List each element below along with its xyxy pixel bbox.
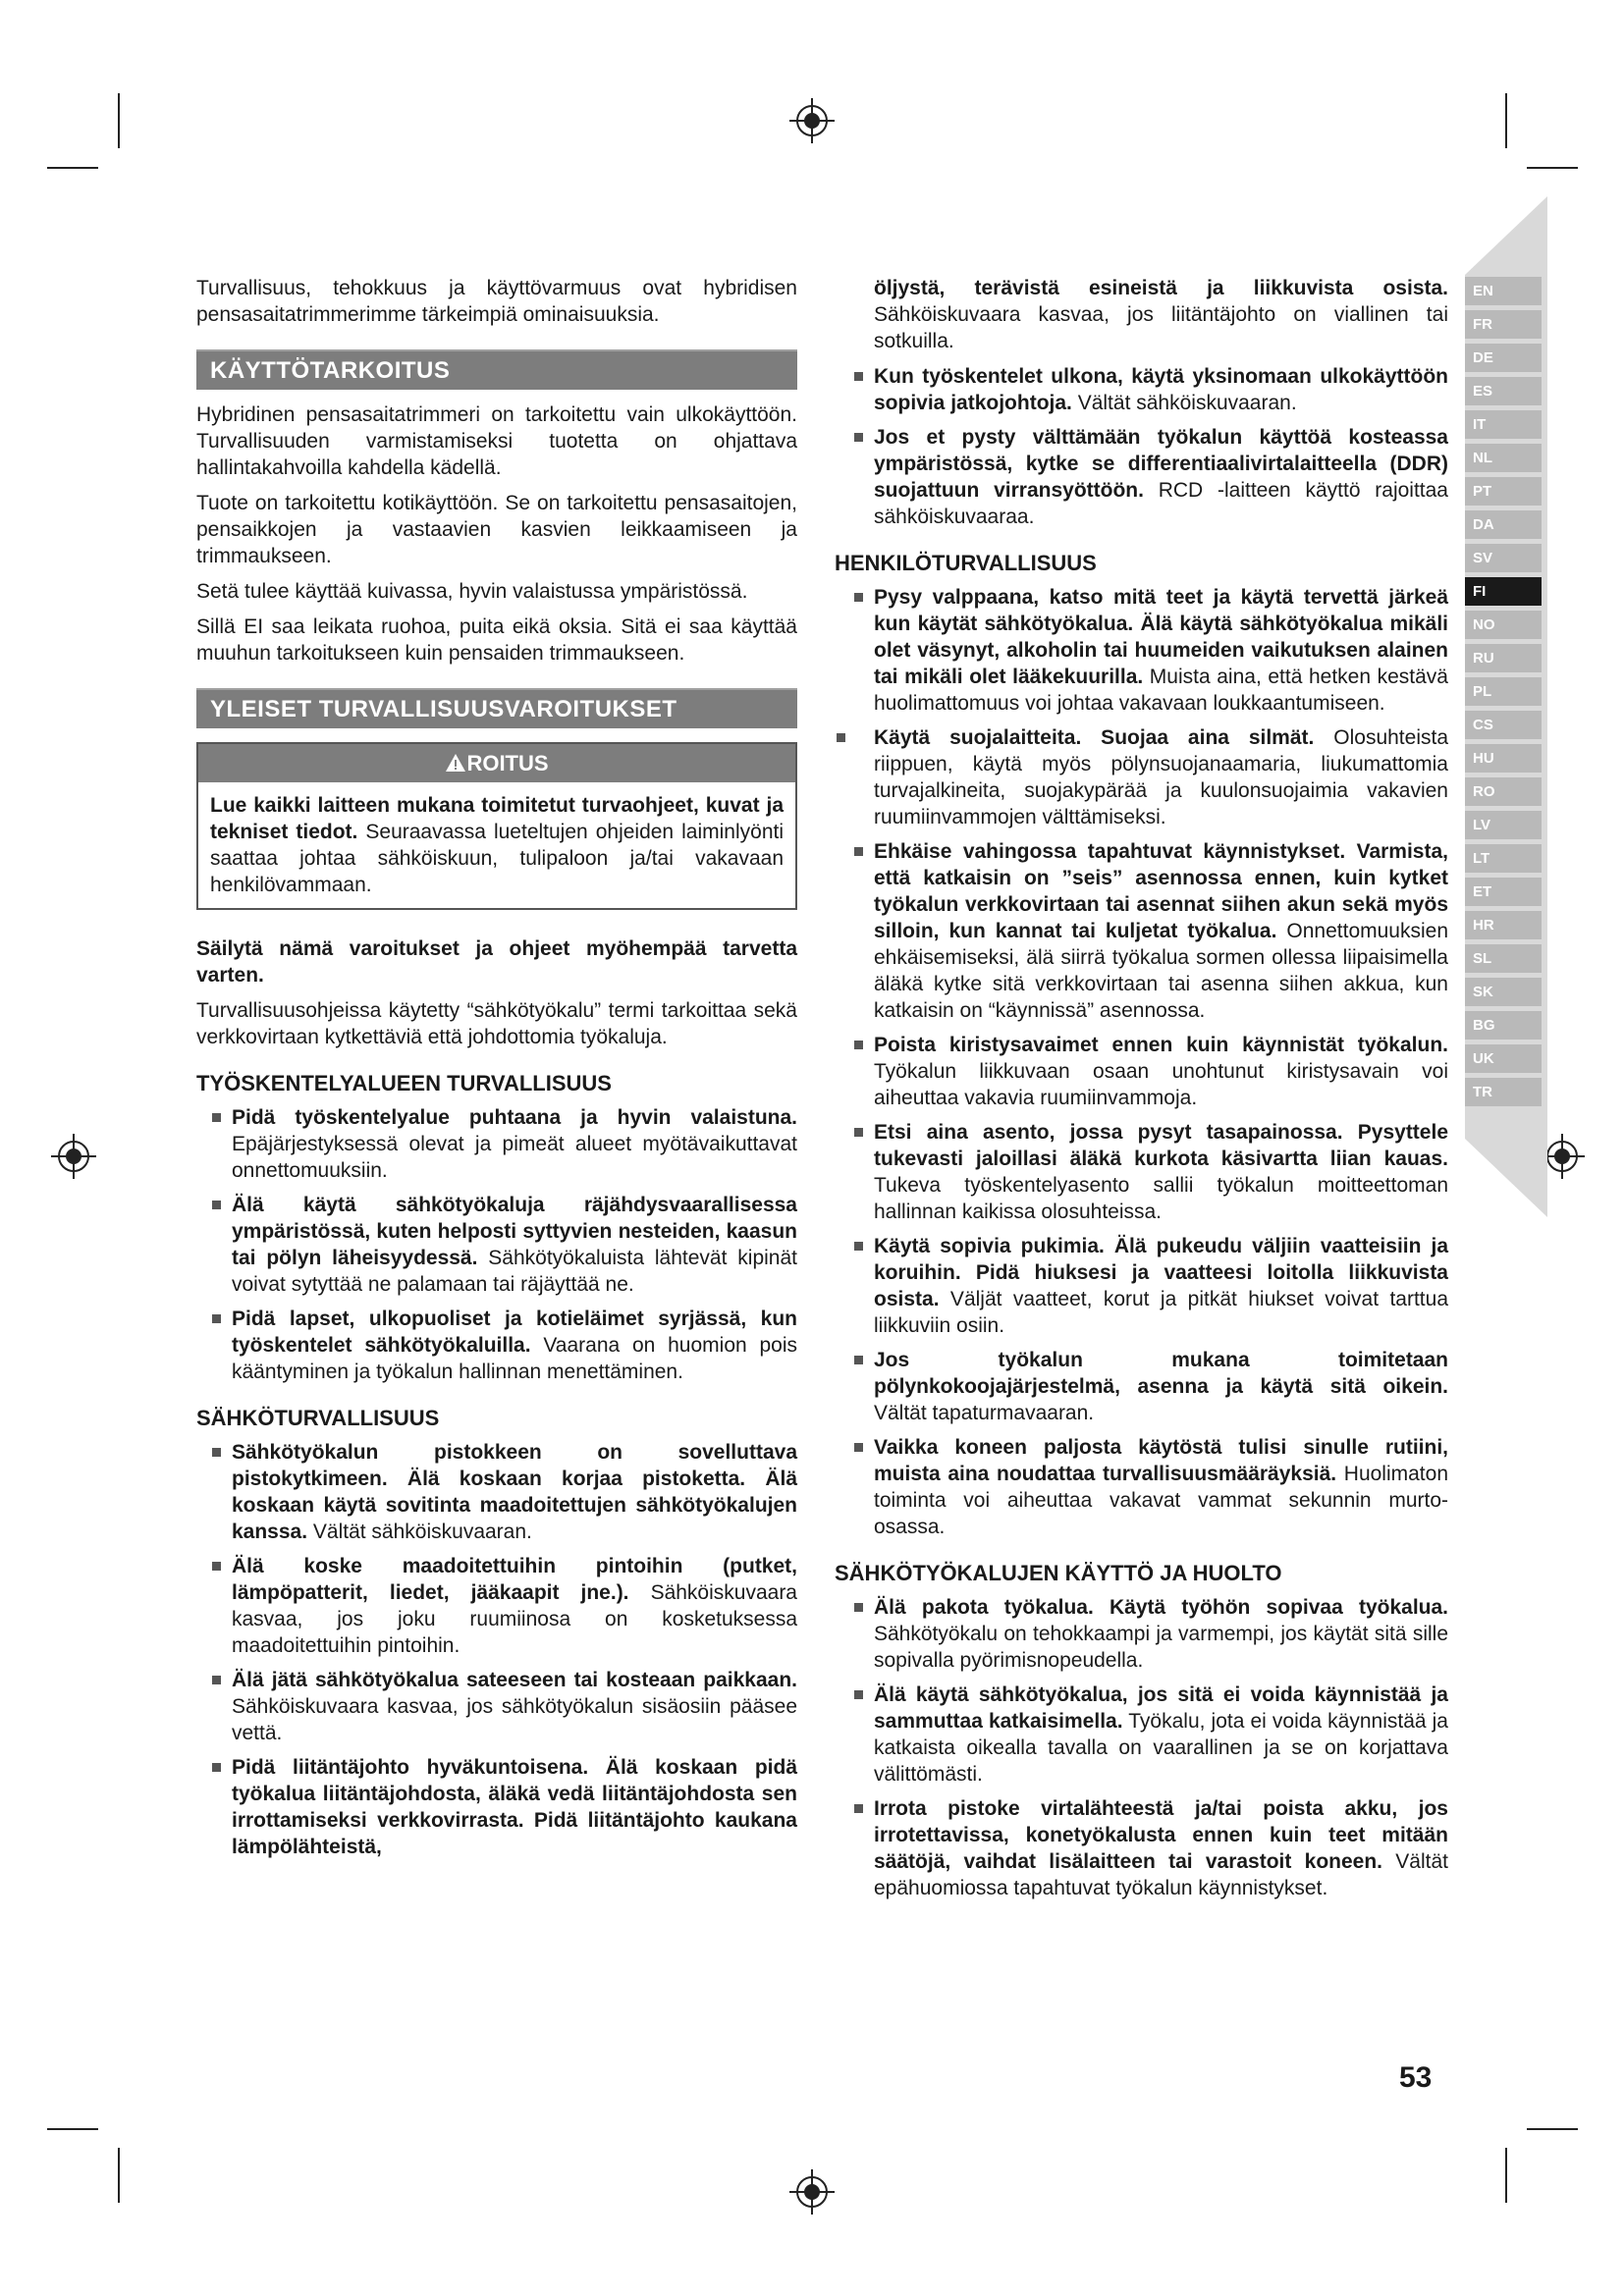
warning-header <box>198 744 795 782</box>
language-tab[interactable]: PL <box>1465 677 1542 706</box>
crop-mark <box>1505 93 1507 148</box>
language-tab[interactable]: BG <box>1465 1011 1542 1040</box>
list-item: Kun työskentelet ulkona, käytä yksinomaan ulkokäyttöön sopivia jatkojohtoja. Vältät sähköiskuvaaran. <box>874 365 1448 414</box>
list-item: Älä pakota työkalua. Käytä työhön sopivaa työkalua. Sähkötyökalu on tehokkaampi ja varmempi, jos käytät sitä sille sopivalla pyörimisnopeudella. <box>874 1596 1448 1672</box>
warning-text: Seuraavassa lueteltujen ohjeiden laiminlyönti saattaa johtaa sähköiskuun, tulipaloon ja/tai vakavaan henkilövammaan. <box>210 821 784 896</box>
language-tab[interactable]: EN <box>1465 277 1542 305</box>
list-item: Etsi aina asento, jossa pysyt tasapainossa. Pysyttele tukevasti jaloillasi äläkä kurkota käsivartta liian kauas. Tukeva työskentelyasento sallii työkalun moitteettoman hallinnan kaikissa olosuhteissa. <box>874 1121 1448 1223</box>
bullet-list <box>835 584 1448 1540</box>
section-banner: KÄYTTÖTARKOITUS <box>196 349 797 390</box>
list-item: Käytä suojalaitteita. Suojaa aina silmät. Olosuhteista riippuen, käytä myös pölynsuojanaamaria, liukumattomia turvajalkineita, suojakypärää ja kuulonsuojaimia vakavien ruumiinvammojen välttämiseksi. <box>874 726 1448 828</box>
language-tab[interactable]: UK <box>1465 1044 1542 1073</box>
crop-mark <box>47 2128 98 2130</box>
list-item: Jos työkalun mukana toimitetaan pölynkokoojajärjestelmä, asenna ja käytä sitä oikein. Vältät tapaturmavaaran. <box>874 1349 1448 1424</box>
crop-mark <box>47 167 98 169</box>
language-tab[interactable]: CS <box>1465 711 1542 739</box>
list-item: Ehkäise vahingossa tapahtuvat käynnistykset. Varmista, että katkaisin on ”seis” asennossa ennen, kuin kytket työkalun verkkovirtaan tai asennat siihen akun sekä myös silloin, kun kannat tai kuljetat työkalua. Onnettomuuksien ehkäisemiseksi, älä siirrä työkalua sormen ollessa liipaisimella äläkä kytke sitä verkkovirtaan tai asenna siihen akkua, kun katkaisin on “käynnissä” asennossa. <box>874 840 1449 1022</box>
bullet-list <box>835 363 1448 530</box>
subheading: TYÖSKENTELYALUEEN TURVALLISUUS <box>196 1071 612 1095</box>
crop-mark <box>118 2148 120 2203</box>
language-tab[interactable]: NL <box>1465 444 1542 472</box>
crop-mark <box>1527 2128 1578 2130</box>
list-item: Pidä työskentelyalue puhtaana ja hyvin valaistuna. Epäjärjestyksessä olevat ja pimeät alueet myötävaikuttavat onnettomuuksiin. <box>232 1106 797 1182</box>
language-tab[interactable]: FR <box>1465 310 1542 339</box>
language-tab[interactable]: DE <box>1465 344 1542 372</box>
list-item: Poista kiristysavaimet ennen kuin käynnistät työkalun. Työkalun liikkuvaan osaan unohtunut kiristysavain voi aiheuttaa vakavia ruumiinvammoja. <box>874 1034 1448 1109</box>
language-tabs <box>1465 277 1542 1111</box>
language-tab[interactable]: IT <box>1465 410 1542 439</box>
language-tab[interactable]: SV <box>1465 544 1542 572</box>
registration-mark-icon <box>51 1134 96 1179</box>
registration-mark-icon <box>789 98 835 143</box>
language-tab[interactable]: ES <box>1465 377 1542 405</box>
paragraph: Setä tulee käyttää kuivassa, hyvin valaistussa ympäristössä. <box>196 580 748 603</box>
registration-mark-icon <box>789 2169 835 2215</box>
crop-mark <box>1505 2148 1507 2203</box>
list-item: Pidä liitäntäjohto hyväkuntoisena. Älä koskaan pidä työkalua liitäntäjohdosta, äläkä vedä liitäntäjohdosta sen irrottamiseksi verkkovirrasta. Pidä liitäntäjohto kaukana lämpölähteistä, <box>232 1756 797 1858</box>
list-item: Älä käytä sähkötyökalua, jos sitä ei voida käynnistää ja sammuttaa katkaisimella. Työkalu, jota ei voida käynnistää ja katkaista oikealla tavalla on vaarallinen ja se on korjattava välittömästi. <box>874 1683 1448 1786</box>
language-tab[interactable]: LT <box>1465 844 1542 873</box>
crop-mark <box>1527 167 1578 169</box>
list-item: Jos et pysty välttämään työkalun käyttöä kosteassa ympäristössä, kytke se differentiaalivirtalaitteella (DDR) suojattuun virransyöttöön. RCD -laitteen käyttö rajoittaa sähköiskuvaaraa. <box>874 426 1448 528</box>
keep-instructions: Säilytä nämä varoitukset ja ohjeet myöhempää tarvetta varten. <box>196 937 797 987</box>
language-tab[interactable]: LV <box>1465 811 1542 839</box>
language-tab[interactable]: HU <box>1465 744 1542 773</box>
warning-body <box>198 782 795 908</box>
language-tab[interactable]: RO <box>1465 777 1542 806</box>
list-item: Irrota pistoke virtalähteestä ja/tai poista akku, jos irrotettavissa, konetyökalusta ennen kuin teet mitään säätöjä, vaihdat lisälaitteen tai varastoit koneen. Vältät epähuomiossa tapahtuvat työkalun käynnistykset. <box>874 1797 1448 1899</box>
term-definition: Turvallisuusohjeissa käytetty “sähkötyökalu” termi tarkoittaa sekä verkkovirtaan kytkettäviä että johdottomia työkaluja. <box>196 999 797 1048</box>
list-item: Vaikka koneen paljosta käytöstä tulisi sinulle rutiini, muista aina noudattaa turvallisuusmääräyksiä. Huolimaton toiminta voi aiheuttaa vakavat vammat sekunnin murto-osassa. <box>874 1436 1448 1538</box>
language-tab[interactable]: TR <box>1465 1078 1542 1106</box>
list-item: Älä koske maadoitettuihin pintoihin (putket, lämpöpatterit, liedet, jääkaapit jne.). Sähköiskuvaara kasvaa, jos joku ruumiinosa on kosketuksessa maadoitettuihin pintoihin. <box>232 1555 797 1657</box>
language-tab[interactable]: ET <box>1465 878 1542 906</box>
language-tab[interactable]: DA <box>1465 510 1542 539</box>
paragraph: Hybridinen pensasaitatrimmeri on tarkoitettu vain ulkokäyttöön. Turvallisuuden varmistamiseksi tuotetta on ohjattava hallintakahvoilla kahdella kädellä. <box>196 403 797 479</box>
left-column <box>196 275 797 1868</box>
warning-title: ROITUS <box>466 751 549 775</box>
list-item: Käytä sopivia pukimia. Älä pukeudu väljiin vaatteisiin ja koruihin. Pidä hiuksesi ja vaatteesi loitolla liikkuvista osista. Väljät vaatteet, korut ja pitkät hiukset voivat tarttua liikkuviin osiin. <box>874 1235 1448 1337</box>
paragraph: Sillä EI saa leikata ruohoa, puita eikä oksia. Sitä ei saa käyttää muuhun tarkoitukseen kuin pensaiden trimmaukseen. <box>196 615 797 665</box>
continued-paragraph: öljystä, terävistä esineistä ja liikkuvista osista. Sähköiskuvaara kasvaa, jos liitäntäjohto on viallinen tai sotkuilla. <box>874 277 1448 352</box>
warning-bold-text: Lue kaikki laitteen mukana toimitetut turvaohjeet, kuvat ja tekniset tiedot. <box>210 794 784 843</box>
language-tab[interactable]: SK <box>1465 978 1542 1006</box>
bullet-list <box>835 1594 1448 1901</box>
language-tab-active[interactable]: FI <box>1465 577 1542 606</box>
list-item: Pidä lapset, ulkopuoliset ja kotieläimet syrjässä, kun työskentelet sähkötyökaluilla. Vaarana on huomion pois kääntyminen ja työkalun hallinnan menettäminen. <box>232 1308 797 1383</box>
list-item: Älä käytä sähkötyökaluja räjähdysvaarallisessa ympäristössä, kuten helposti syttyvien nesteiden, kaasun tai pölyn läheisyydessä. Sähkötyökaluista lähtevät kipinät voivat sytyttää ne palamaan tai räjäyttää ne. <box>232 1194 797 1296</box>
paragraph: Tuote on tarkoitettu kotikäyttöön. Se on tarkoitettu pensasaitojen, pensaikkojen ja vastaavien kasvien leikkaamiseen ja trimmaukseen. <box>196 492 797 567</box>
subheading: SÄHKÖTURVALLISUUS <box>196 1406 440 1430</box>
page-number: 53 <box>1399 2061 1433 2094</box>
language-tab[interactable]: SL <box>1465 944 1542 973</box>
language-tab[interactable]: HR <box>1465 911 1542 939</box>
section-banner: YLEISET TURVALLISUUSVAROITUKSET <box>196 688 797 728</box>
language-tab[interactable]: NO <box>1465 611 1542 639</box>
warning-triangle-icon <box>445 753 466 773</box>
subheading: HENKILÖTURVALLISUUS <box>835 551 1097 575</box>
language-tab[interactable]: RU <box>1465 644 1542 672</box>
language-tab[interactable]: PT <box>1465 477 1542 506</box>
right-column <box>835 275 1448 1909</box>
list-item: Pysy valppaana, katso mitä teet ja käytä tervettä järkeä kun käytät sähkötyökalua. Älä käytä sähkötyökalua mikäli olet väsynyt, alkoholin tai huumeiden vaikutuksen alainen tai mikäli olet lääkekuurilla. Muista aina, että hetken kestävä huolimattomuus voi johtaa vakavaan loukkaantumiseen. <box>874 586 1448 715</box>
crop-mark <box>118 93 120 148</box>
bullet-list <box>196 1104 797 1385</box>
bullet-list <box>196 1439 797 1860</box>
warning-box <box>196 742 797 910</box>
list-item: Älä jätä sähkötyökalua sateeseen tai kosteaan paikkaan. Sähköiskuvaara kasvaa, jos sähkötyökalun sisäosiin pääsee vettä. <box>232 1669 797 1744</box>
subheading: SÄHKÖTYÖKALUJEN KÄYTTÖ JA HUOLTO <box>835 1561 1282 1585</box>
intro-paragraph: Turvallisuus, tehokkuus ja käyttövarmuus ovat hybridisen pensasaitatrimmerimme tärkeimpiä ominaisuuksia. <box>196 277 797 326</box>
list-item: Sähkötyökalun pistokkeen on sovelluttava pistokytkimeen. Älä koskaan korjaa pistoketta. Älä koskaan käytä sovitinta maadoitettujen sähkötyökalujen kanssa. Vältät sähköiskuvaaran. <box>232 1441 797 1543</box>
